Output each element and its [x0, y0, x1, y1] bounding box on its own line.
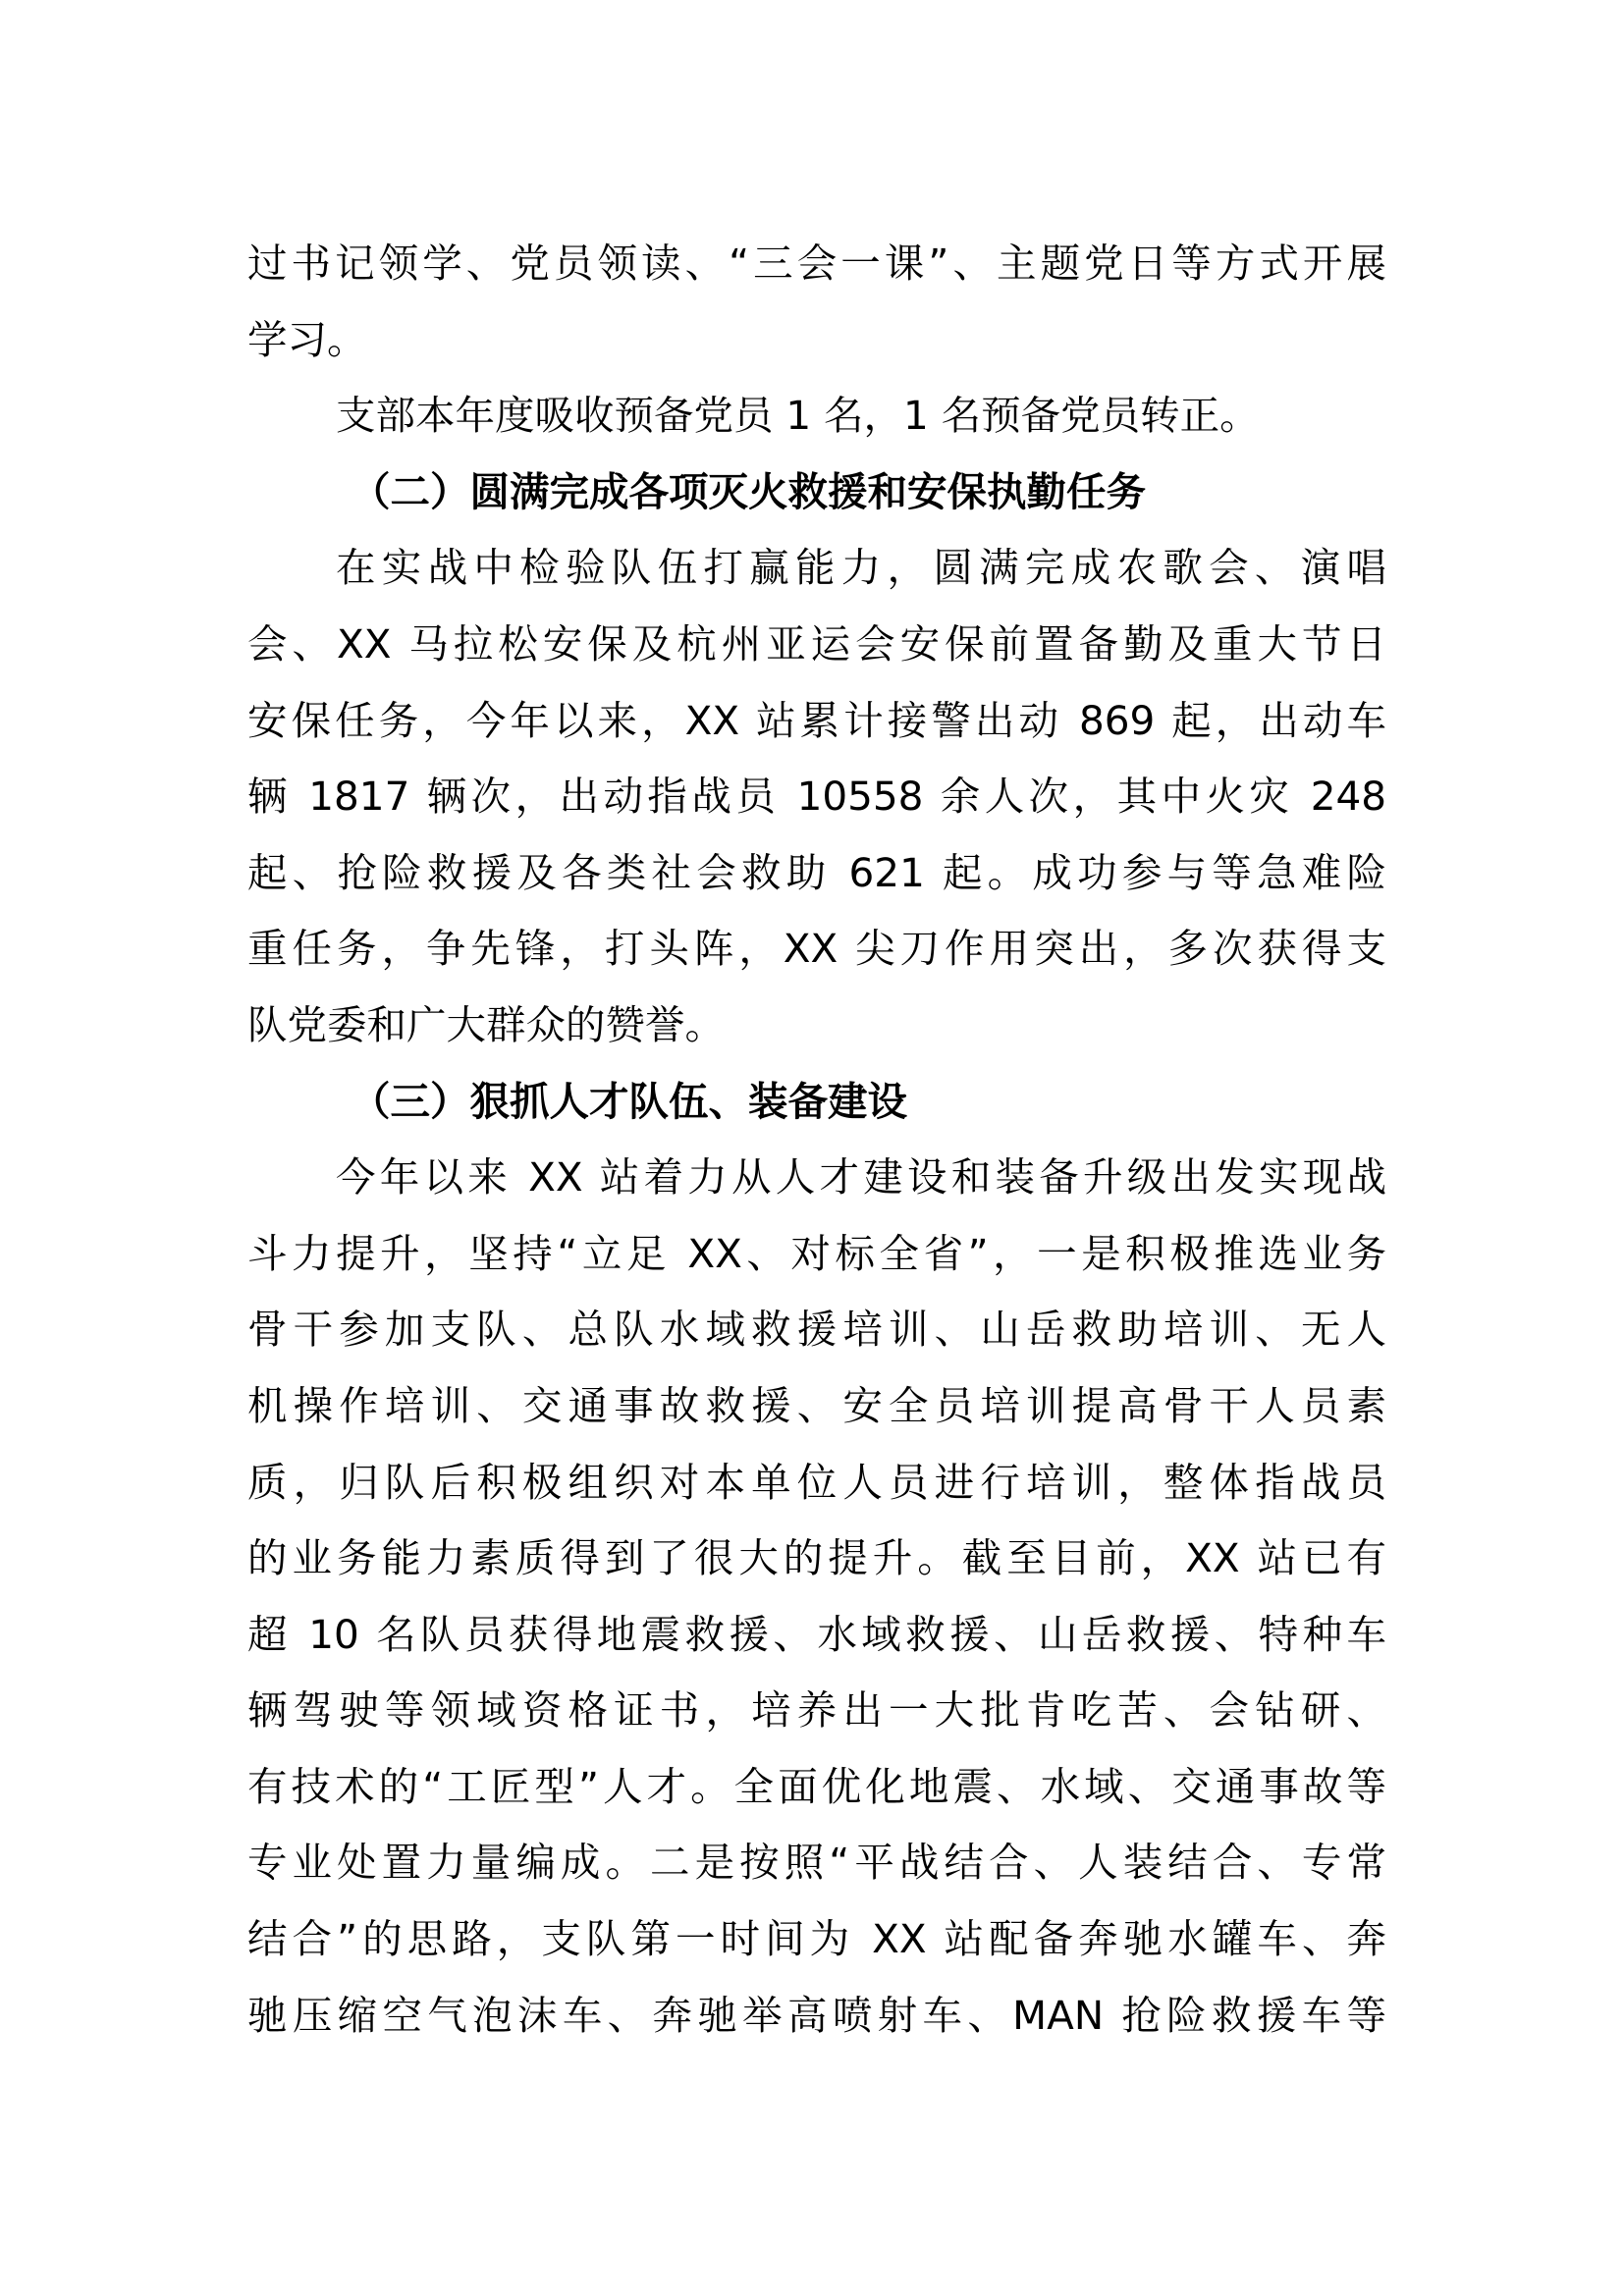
- paragraph-line: 超 10 名队员获得地震救援、水域救援、山岳救援、特种车: [247, 1610, 1386, 1658]
- paragraph-line: 学习。: [247, 315, 367, 363]
- paragraph-line: 斗力提升，坚持“立足 XX、对标全省”，一是积极推选业务: [247, 1229, 1386, 1277]
- paragraph-line: 骨干参加支队、总队水域救援培训、山岳救助培训、无人: [247, 1306, 1386, 1354]
- paragraph-line: 安保任务，今年以来，XX 站累计接警出动 869 起，出动车: [247, 696, 1386, 744]
- paragraph-line: 质，归队后积极组织对本单位人员进行培训，整体指战员: [247, 1458, 1386, 1506]
- paragraph-line: 过书记领学、党员领读、“三会一课”、主题党日等方式开展: [247, 240, 1386, 287]
- paragraph-line: 的业务能力素质得到了很大的提升。截至目前，XX 站已有: [247, 1534, 1386, 1582]
- paragraph-line: 重任务，争先锋，打头阵，XX 尖刀作用突出，多次获得支: [247, 925, 1386, 973]
- paragraph-line: 辆驾驶等领域资格证书，培养出一大批肯吃苦、会钻研、: [247, 1686, 1386, 1735]
- paragraph-line: 在实战中检验队伍打赢能力，圆满完成农歌会、演唱: [336, 544, 1386, 592]
- paragraph-line: 结合”的思路，支队第一时间为 XX 站配备奔驰水罐车、奔: [247, 1915, 1386, 1963]
- paragraph-line: 有技术的“工匠型”人才。全面优化地震、水域、交通事故等: [247, 1762, 1386, 1810]
- paragraph-line: 专业处置力量编成。二是按照“平战结合、人装结合、专常: [247, 1839, 1386, 1887]
- document-page: [247, 226, 1386, 2054]
- paragraph-line: 队党委和广大群众的赞誉。: [247, 1000, 725, 1048]
- paragraph-line: 会、XX 马拉松安保及杭州亚运会安保前置备勤及重大节日: [247, 619, 1386, 667]
- paragraph-line: 驰压缩空气泡沫车、奔驰举高喷射车、MAN 抢险救援车等: [247, 1991, 1386, 2039]
- paragraph-line: 今年以来 XX 站着力从人才建设和装备升级出发实现战: [336, 1153, 1386, 1201]
- section-heading-3: （三）狠抓人才队伍、装备建设: [351, 1077, 907, 1125]
- paragraph-line: 辆 1817 辆次，出动指战员 10558 余人次，其中火灾 248: [247, 773, 1386, 821]
- paragraph-line: 机操作培训、交通事故救援、安全员培训提高骨干人员素: [247, 1381, 1386, 1429]
- paragraph-line: 起、抢险救援及各类社会救助 621 起。成功参与等急难险: [247, 848, 1386, 896]
- section-heading-2: （二）圆满完成各项灭火救援和安保执勤任务: [351, 467, 1146, 515]
- paragraph-line: 支部本年度吸收预备党员 1 名，1 名预备党员转正。: [336, 392, 1260, 440]
